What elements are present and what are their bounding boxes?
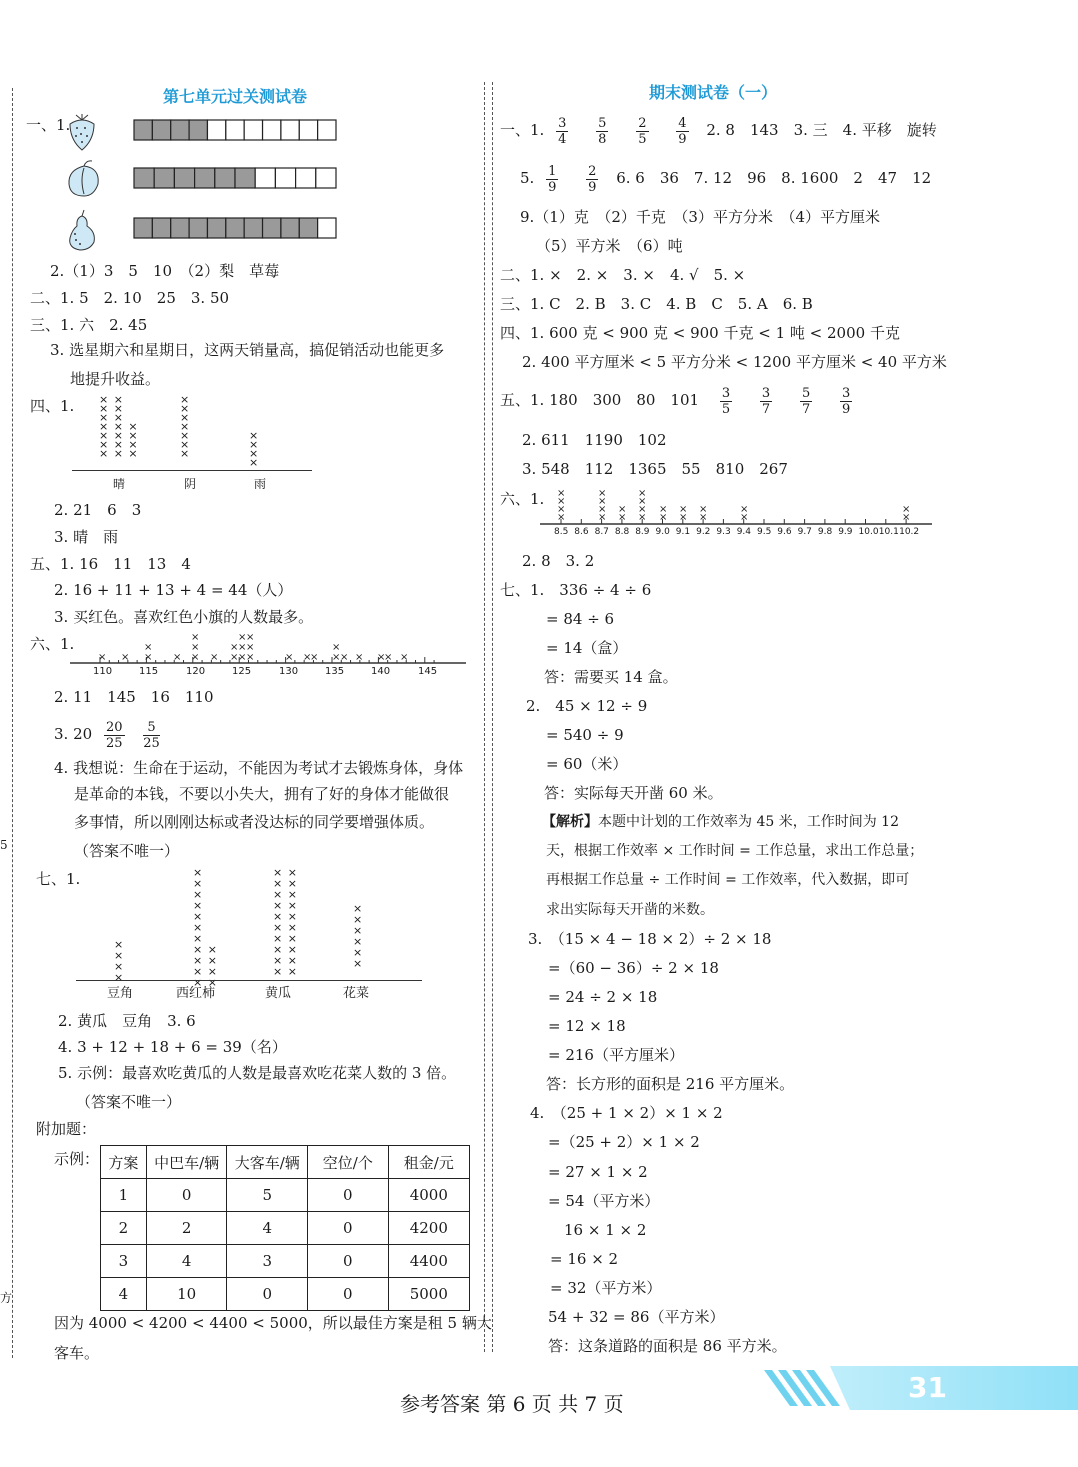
answer-line: 三、1. 六 2. 45 [30, 316, 148, 334]
tick-label: 10.0 [858, 527, 879, 537]
category-label: 雨 [254, 477, 267, 491]
bar-cell-empty [275, 168, 295, 188]
fraction-bar-pear [132, 216, 338, 240]
svg-text:×: × [740, 512, 749, 523]
svg-text:×: × [557, 496, 566, 507]
bar-cell-empty [226, 120, 244, 140]
bar-cell-shaded [152, 218, 170, 238]
answer-line: 是革命的本钱，不要以小失大，拥有了好的身体才能做很 [74, 785, 450, 803]
answer-line: 客车。 [54, 1344, 100, 1362]
tick-label: 8.6 [574, 527, 589, 537]
answer-line: 5. $\frac{1}{9}$ $\frac{2}{9}$ 6. 6 36 7. 12 96 8. 1600 2 47 12 [520, 163, 932, 195]
svg-text:×: × [340, 652, 349, 663]
bar-cell-shaded [174, 168, 194, 188]
calc-line: = 16 × 2 [550, 1250, 619, 1268]
bar-cell-shaded [134, 218, 152, 238]
bar-cell-empty [255, 168, 275, 188]
bar-cell-shaded [171, 218, 189, 238]
svg-text:×: × [191, 632, 200, 643]
svg-text:×: × [638, 496, 647, 507]
calc-line: 16 × 1 × 2 [564, 1221, 647, 1239]
svg-text:×: × [557, 488, 566, 499]
tick-label: 8.7 [594, 527, 609, 537]
svg-text:×: × [598, 512, 607, 523]
answer-line: 3. 20 $\frac{20}{25}$ $\frac{5}{25}$ [54, 719, 160, 751]
category-label: 阴 [184, 477, 197, 491]
calc-line: =（60 − 36）÷ 2 × 18 [548, 959, 719, 977]
analysis-tag: 【解析】 [542, 814, 598, 830]
tick-label: 8.9 [635, 527, 650, 537]
x-marks-cucumber: × × × × × × × × × × × × × × × × × × × × [273, 866, 298, 978]
tick-label: 120 [186, 666, 206, 677]
svg-text:×: × [618, 512, 627, 523]
fraction: $\frac{5}{8}$ [598, 115, 607, 147]
tick-label: 115 [139, 666, 159, 677]
svg-text:×: × [679, 512, 688, 523]
calc-line: = 84 ÷ 6 [546, 610, 615, 628]
table-header: 租金/元 [388, 1146, 469, 1179]
table-cell: 4200 [388, 1212, 469, 1245]
answer-line: （5）平方米 （6）吨 [536, 237, 683, 255]
tick-label: 125 [232, 666, 252, 677]
tick-label: 135 [325, 666, 345, 677]
svg-text:×: × [638, 512, 647, 523]
left-margin-line [12, 88, 13, 1358]
pear-icon [64, 208, 100, 252]
svg-text:×: × [303, 652, 312, 663]
svg-text:×: × [659, 512, 668, 523]
fraction: $\frac{3}{5}$ [721, 385, 731, 417]
table-cell: 5 [227, 1179, 308, 1212]
svg-text:×: × [285, 652, 294, 663]
answer-line: 五、1. 16 11 13 4 [30, 555, 191, 573]
svg-text:×: × [238, 632, 247, 643]
answer-line: 多事情，所以刚刚达标或者没达标的同学要增强体质。 [74, 813, 435, 831]
bar-cell-shaded [154, 168, 174, 188]
answer-line: 4. 我想说：生命在于运动，不能因为考试才去锻炼身体，身体 [54, 759, 464, 777]
table-cell: 4 [227, 1212, 308, 1245]
table-cell: 0 [308, 1278, 389, 1311]
table-cell: 4 [101, 1278, 147, 1311]
bar-cell-shaded [244, 218, 262, 238]
section-label: 附加题： [36, 1120, 97, 1138]
calc-line: 答：实际每天开凿 60 米。 [544, 784, 723, 802]
calc-line: 54 + 32 = 86（平方米） [548, 1308, 725, 1326]
bar-cell-empty [316, 168, 336, 188]
x-marks-rain: × × × × [249, 429, 260, 469]
tick-label: 9.8 [817, 527, 833, 537]
analysis-line: 求出实际每天开凿的米数。 [546, 902, 714, 918]
table-cell: 2 [101, 1212, 147, 1245]
answer-line: 2. 21 6 3 [54, 501, 142, 519]
svg-text:×: × [740, 504, 749, 515]
table-cell: 0 [308, 1212, 389, 1245]
svg-text:×: × [557, 512, 566, 523]
bar-cell-shaded [171, 120, 189, 140]
table-cell: 4 [146, 1245, 227, 1278]
tick-label: 145 [418, 666, 438, 677]
category-label: 西红柿 [176, 986, 216, 1001]
chart-axis [72, 470, 312, 471]
table-header: 方案 [101, 1146, 147, 1179]
answer-line: 3. 晴 雨 [54, 528, 119, 546]
x-marks-cloudy: × × × × × × × [180, 393, 191, 460]
table-row [101, 1212, 470, 1245]
svg-text:×: × [121, 652, 130, 663]
svg-text:×: × [699, 504, 708, 515]
svg-text:×: × [400, 652, 409, 663]
tick-label: 130 [279, 666, 299, 677]
table-cell: 10 [146, 1278, 227, 1311]
fraction: $\frac{2}{5}$ [638, 115, 647, 147]
svg-text:×: × [699, 512, 708, 523]
calc-line: = 60（米） [546, 755, 628, 773]
answer-line: 二、1. × 2. × 3. × 4. √ 5. × [500, 266, 746, 284]
answer-line: 一、1. $\frac{3}{4}$ $\frac{5}{8}$ $\frac{2}{5}$ $\frac{4}{9}$ 2. 8 143 3. 三 4. 平移 旋转 [500, 115, 937, 147]
tick-label: 8.5 [554, 527, 569, 537]
svg-text:×: × [902, 504, 911, 515]
calc-line: = 540 ÷ 9 [546, 726, 624, 744]
table-cell: 0 [308, 1179, 389, 1212]
bar-cell-shaded [195, 168, 215, 188]
table-cell: 0 [227, 1278, 308, 1311]
bar-cell-shaded [152, 120, 170, 140]
svg-text:×: × [902, 512, 911, 523]
svg-text:×: × [238, 642, 247, 653]
calc-line: = 32（平方米） [550, 1279, 662, 1297]
tick-label: 9.6 [777, 527, 792, 537]
table-row [101, 1278, 470, 1311]
bar-cell-shaded [226, 218, 244, 238]
bar-cell-empty [299, 120, 317, 140]
section-label: 六、1. [30, 635, 75, 653]
answer-line: 2. 400 平方厘米 < 5 平方分米 < 1200 平方厘米 < 40 平方米 [522, 353, 947, 371]
table-cell: 4400 [388, 1245, 469, 1278]
tick-label: 110 [93, 666, 113, 677]
table-header-row [101, 1146, 470, 1179]
svg-text:×: × [598, 488, 607, 499]
bar-cell-empty [281, 120, 299, 140]
table-row [101, 1179, 470, 1212]
tick-label: 10.1 [878, 527, 899, 537]
answer-line: 2. 8 3. 2 [522, 552, 595, 570]
svg-text:×: × [557, 504, 566, 515]
svg-text:×: × [191, 642, 200, 653]
answer-line: 3. 买红色。喜欢红色小旗的人数最多。 [54, 608, 314, 626]
tick-label: 9.9 [838, 527, 853, 537]
table-cell: 5000 [388, 1278, 469, 1311]
tick-label: 9.4 [736, 527, 752, 537]
answer-line: 2. 16 + 11 + 13 + 4 = 44（人） [54, 581, 293, 599]
svg-text:×: × [638, 504, 647, 515]
calc-line: = 24 ÷ 2 × 18 [548, 988, 658, 1006]
bar-cell-shaded [189, 218, 207, 238]
svg-text:×: × [144, 652, 153, 663]
analysis-line: 天，根据工作效率 × 工作时间 = 工作总量，求出工作总量； [546, 843, 924, 859]
answer-line: 5. 示例：最喜欢吃黄瓜的人数是最喜欢吃花菜人数的 3 倍。 [58, 1064, 457, 1082]
column-divider-2 [492, 82, 493, 1352]
bar-cell-empty [244, 120, 262, 140]
calc-line: = 14（盒） [546, 639, 628, 657]
analysis-line: 再根据工作总量 ÷ 工作时间 = 工作效率，代入数据，即可 [546, 872, 910, 888]
fraction: $\frac{5}{25}$ [143, 719, 160, 751]
calc-line: 答：需要买 14 盒。 [544, 668, 678, 686]
calc-line: = 216（平方厘米） [548, 1046, 684, 1064]
svg-text:×: × [310, 652, 319, 663]
fraction: $\frac{20}{25}$ [105, 719, 123, 751]
margin-mark: 5 [0, 838, 8, 852]
table-header: 空位/个 [308, 1146, 389, 1179]
example-label: 示例： [54, 1150, 100, 1168]
answer-line: 2. 11 145 16 110 [54, 688, 214, 706]
bar-cell-empty [296, 168, 316, 188]
table-cell: 4000 [388, 1179, 469, 1212]
page-footer: 参考答案 第 6 页 共 7 页 [400, 1392, 624, 1416]
answer-line: 2.（1）3 5 10 （2）梨 草莓 [50, 262, 280, 280]
peach-icon [64, 158, 104, 200]
calc-line: 4. （25 + 1 × 2）× 1 × 2 [530, 1104, 723, 1122]
table-cell: 1 [101, 1179, 147, 1212]
svg-text:×: × [98, 652, 107, 663]
svg-text:×: × [191, 652, 200, 663]
answer-line: 2. 611 1190 102 [522, 431, 667, 449]
fraction: $\frac{4}{9}$ [678, 115, 687, 147]
section-label: 一、1. [26, 116, 71, 134]
column-divider [484, 82, 485, 1352]
answer-line: （答案不唯一） [74, 842, 180, 860]
table-cell: 0 [146, 1179, 227, 1212]
plan-table [100, 1145, 470, 1311]
answer-line: 3. 548 112 1365 55 810 267 [522, 460, 788, 478]
svg-text:×: × [638, 488, 647, 499]
bar-cell-shaded [207, 218, 225, 238]
x-marks-sunny: × × × × × × × × × × × × × × × × × × [99, 393, 139, 460]
fraction: $\frac{5}{7}$ [801, 385, 811, 417]
table-cell: 3 [227, 1245, 308, 1278]
fraction: $\frac{3}{9}$ [842, 385, 851, 417]
answer-line: 三、1. C 2. B 3. C 4. B C 5. A 6. B [500, 295, 813, 313]
bar-cell-empty [318, 120, 336, 140]
svg-text:×: × [679, 504, 688, 515]
svg-text:×: × [238, 652, 247, 663]
tick-label: 9.0 [655, 527, 670, 537]
svg-text:×: × [332, 642, 341, 653]
fraction: $\frac{2}{9}$ [588, 163, 597, 195]
calc-line: =（25 + 2）× 1 × 2 [548, 1133, 700, 1151]
svg-text:×: × [246, 652, 255, 663]
table-cell: 2 [146, 1212, 227, 1245]
tick-label: 9.2 [696, 527, 711, 537]
bar-cell-shaded [134, 168, 154, 188]
bar-cell-empty [318, 218, 336, 238]
svg-text:×: × [230, 652, 239, 663]
tick-label: 8.8 [614, 527, 630, 537]
bar-cell-shaded [281, 218, 299, 238]
answer-line: （答案不唯一） [76, 1093, 182, 1111]
tick-label: 9.7 [797, 527, 812, 537]
svg-text:×: × [246, 632, 255, 643]
answer-line: 因为 4000 < 4200 < 4400 < 5000，所以最佳方案是租 5 辆大 [54, 1314, 492, 1332]
calc-line: 答：这条道路的面积是 86 平方米。 [548, 1337, 787, 1355]
svg-text:×: × [210, 652, 219, 663]
svg-text:×: × [144, 642, 153, 653]
line-plot-right [540, 484, 934, 526]
svg-text:×: × [377, 652, 386, 663]
x-marks-beans: × × × × [114, 938, 125, 984]
fraction-bar-peach [132, 166, 338, 190]
calc-line: 2. 45 × 12 ÷ 9 [526, 697, 648, 715]
calc-line: 答：长方形的面积是 216 平方厘米。 [546, 1075, 795, 1093]
strawberry-icon [64, 112, 100, 152]
category-label: 黄瓜 [265, 986, 292, 1001]
svg-text:×: × [598, 504, 607, 515]
calc-line: 3. （15 × 4 − 18 × 2）÷ 2 × 18 [528, 930, 772, 948]
svg-text:×: × [618, 504, 627, 515]
tick-label: 9.1 [675, 527, 691, 537]
calc-line: = 12 × 18 [548, 1017, 626, 1035]
svg-text:×: × [246, 642, 255, 653]
svg-text:×: × [659, 504, 668, 515]
tick-label: 10.2 [899, 527, 920, 537]
left-title: 第七单元过关测试卷 [163, 87, 308, 106]
answer-line: 9.（1）克 （2）千克 （3）平方分米 （4）平方厘米 [520, 208, 880, 226]
svg-text:×: × [355, 652, 364, 663]
fraction: $\frac{1}{9}$ [548, 163, 557, 195]
svg-text:×: × [173, 652, 182, 663]
table-row [101, 1245, 470, 1278]
category-label: 花菜 [343, 986, 370, 1001]
fraction-bar-strawberry [132, 118, 338, 142]
svg-text:×: × [384, 652, 393, 663]
x-marks-tomato: × × × × × × × × × × × × × × × [193, 866, 218, 989]
svg-text:×: × [332, 652, 341, 663]
bar-cell-shaded [235, 168, 255, 188]
bar-cell-shaded [215, 168, 235, 188]
tick-label: 9.5 [757, 527, 772, 537]
calc-line: = 54（平方米） [548, 1192, 660, 1210]
calc-line: = 27 × 1 × 2 [548, 1163, 648, 1181]
calc-line: 七、1. 336 ÷ 4 ÷ 6 [500, 581, 652, 599]
bar-cell-shaded [263, 218, 281, 238]
bar-cell-shaded [299, 218, 317, 238]
svg-text:×: × [230, 642, 239, 653]
section-label: 六、1. [500, 490, 545, 508]
answer-line: 五、1. 180 300 80 101 $\frac{3}{5}$ $\frac{3}{7}$ $\frac{5}{7}$ $\frac{3}{9}$ [500, 385, 851, 417]
bar-cell-shaded [189, 120, 207, 140]
answer-line: 地提升收益。 [70, 370, 161, 388]
answer-line: 二、1. 5 2. 10 25 3. 50 [30, 289, 230, 307]
chart-axis [76, 980, 422, 981]
analysis-line: 【解析】本题中计划的工作效率为 45 米，工作时间为 12 [542, 814, 899, 830]
category-label: 晴 [113, 477, 126, 491]
tick-label: 9.3 [716, 527, 731, 537]
answer-line: 四、1. 600 克 < 900 克 < 900 千克 < 1 吨 < 2000 千克 [500, 324, 900, 342]
answer-line: 2. 黄瓜 豆角 3. 6 [58, 1012, 196, 1030]
answer-line: 3. 选星期六和星期日，这两天销量高，搞促销活动也能更多 [50, 341, 445, 359]
section-label: 七、1. [36, 870, 81, 888]
bar-cell-shaded [134, 120, 152, 140]
bar-cell-empty [207, 120, 225, 140]
margin-mark: 方 [0, 1291, 13, 1305]
answer-line: 4. 3 + 12 + 18 + 6 = 39（名） [58, 1038, 287, 1056]
table-cell: 0 [308, 1245, 389, 1278]
bar-cell-empty [263, 120, 281, 140]
section-label: 四、1. [30, 397, 75, 415]
page-number: 31 [908, 1371, 947, 1404]
line-plot-heights [70, 628, 470, 680]
right-title: 期末测试卷（一） [649, 83, 778, 102]
fraction: $\frac{3}{4}$ [558, 115, 567, 147]
x-marks-cauliflower: × × × × × × [353, 902, 364, 970]
table-header: 中巴车/辆 [146, 1146, 227, 1179]
fraction: $\frac{3}{7}$ [761, 385, 771, 417]
table-cell: 3 [101, 1245, 147, 1278]
category-label: 豆角 [107, 986, 134, 1001]
svg-text:×: × [598, 496, 607, 507]
tick-label: 140 [371, 666, 391, 677]
table-header: 大客车/辆 [227, 1146, 308, 1179]
